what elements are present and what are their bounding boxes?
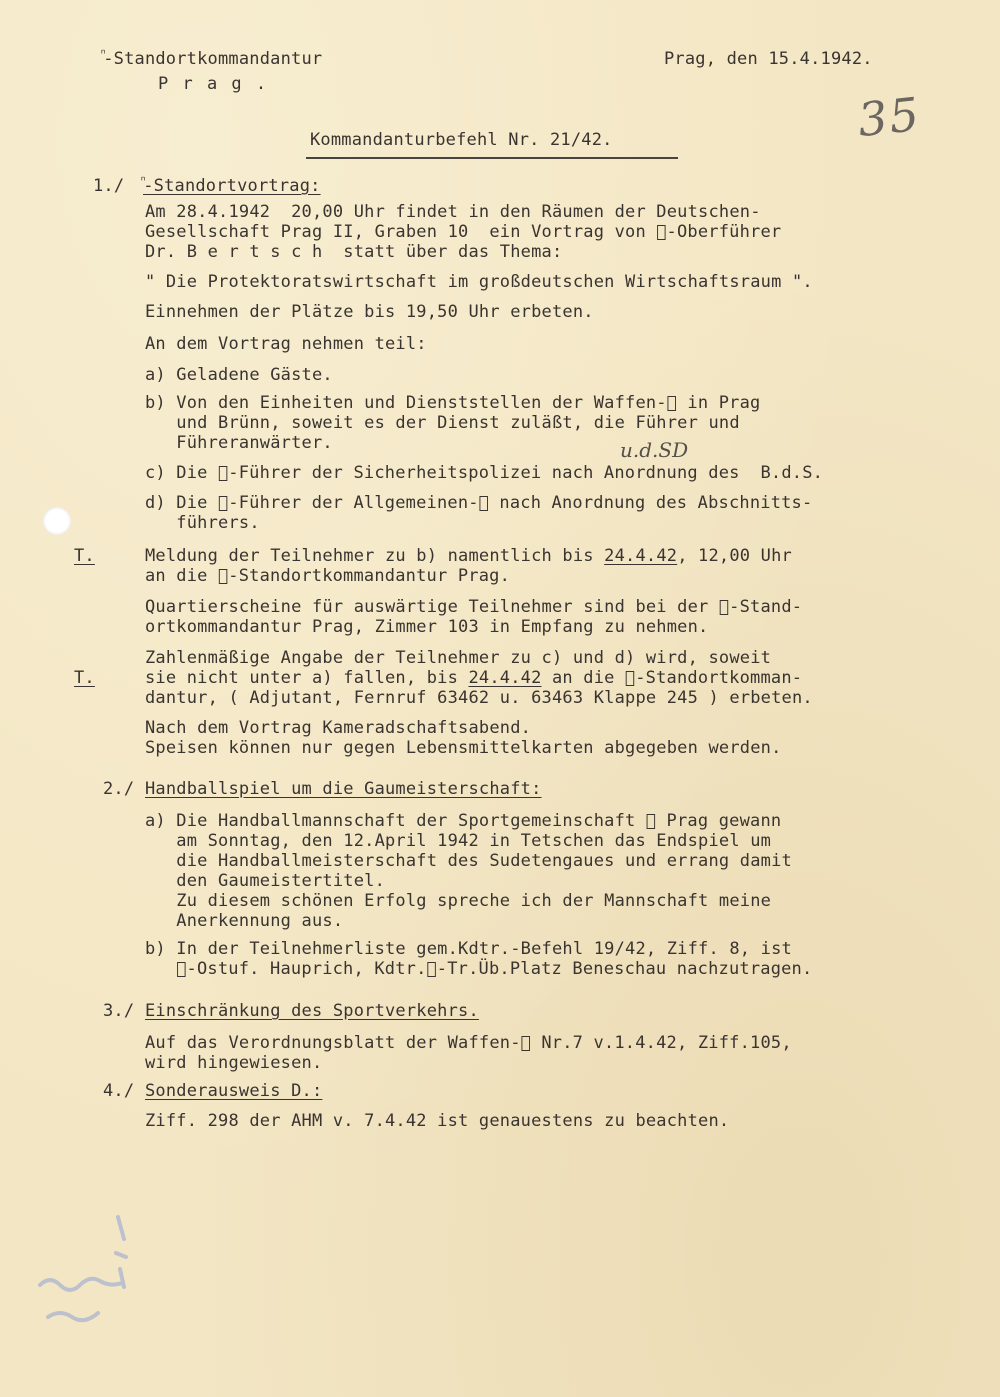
item-heading-1: ᷠ-Standortvortrag: — [143, 176, 321, 196]
s1-text: Am 28.4.1942 20,00 Uhr findet in den Räumen der Deutschen- — [145, 202, 761, 222]
s1-numbers: dantur, ( Adjutant, Fernruf 63462 u. 63463 Klappe 245 ) erbeten. — [145, 688, 813, 708]
s1-text: Dr. B e r t s c h statt über das Thema: — [145, 242, 563, 262]
title-underline — [306, 157, 678, 159]
faded-stamp-mark — [28, 1205, 148, 1335]
document-title: Kommandanturbefehl Nr. 21/42. — [310, 130, 613, 150]
item-number-3: 3./ — [103, 1001, 135, 1021]
place-date: Prag, den 15.4.1942. — [664, 49, 873, 69]
s1-item-b: Führeranwärter. — [145, 433, 333, 453]
item-number-4: 4./ — [103, 1081, 135, 1101]
s1-report: Meldung der Teilnehmer zu b) namentlich bis 24.4.42, 12,00 Uhr — [145, 546, 792, 566]
s2-item-b: ᷠ-Ostuf. Hauprich, Kdtr.ᷠ-Tr.Üb.Platz Beneschau nachzutragen. — [145, 959, 813, 979]
s1-seats: Einnehmen der Plätze bis 19,50 Uhr erbeten. — [145, 302, 594, 322]
s1-item-c: c) Die ᷠ-Führer der Sicherheitspolizei nach Anordnung des B.d.S. — [145, 463, 824, 483]
s2-item-a: a) Die Handballmannschaft der Sportgemeinschaft ᷠ Prag gewann — [145, 811, 782, 831]
office-name: ᷠ-Standortkommandantur — [103, 49, 323, 69]
s1-numbers: Zahlenmäßige Angabe der Teilnehmer zu c) und d) wird, soweit — [145, 648, 772, 668]
item-heading-4: Sonderausweis D.: — [145, 1081, 323, 1101]
s3-text: Auf das Verordnungsblatt der Waffen-ᷠ Nr.7 v.1.4.42, Ziff.105, — [145, 1033, 792, 1053]
s2-item-a: die Handballmeisterschaft des Sudetengaues und errang damit — [145, 851, 792, 871]
s1-quarters: ortkommandantur Prag, Zimmer 103 in Empfang zu nehmen. — [145, 617, 709, 637]
margin-mark-t: T. — [74, 668, 95, 688]
item-heading-2: Handballspiel um die Gaumeisterschaft: — [145, 779, 542, 799]
item-heading-3: Einschränkung des Sportverkehrs. — [145, 1001, 479, 1021]
s1-item-b: b) Von den Einheiten und Dienststellen der Waffen-ᷠ in Prag — [145, 393, 761, 413]
s3-text: wird hingewiesen. — [145, 1053, 323, 1073]
handwritten-note: u.d.SD — [620, 438, 689, 462]
s1-evening: Speisen können nur gegen Lebensmittelkarten abgegeben werden. — [145, 738, 782, 758]
s1-theme: " Die Protektoratswirtschaft im großdeutschen Wirtschaftsraum ". — [145, 272, 813, 292]
s1-text: Gesellschaft Prag II, Graben 10 ein Vortrag von ᷠ-Oberführer — [145, 222, 782, 242]
s4-text: Ziff. 298 der AHM v. 7.4.42 ist genauestens zu beachten. — [145, 1111, 730, 1131]
office-city: P r a g . — [158, 74, 269, 94]
page-number-handwritten: 35 — [855, 86, 924, 148]
s1-numbers: sie nicht unter a) fallen, bis 24.4.42 an die ᷠ-Standortkomman- — [145, 668, 803, 688]
s1-item-d: führers. — [145, 513, 260, 533]
s2-item-a: Anerkennung aus. — [145, 911, 344, 931]
s2-item-b: b) In der Teilnehmerliste gem.Kdtr.-Befehl 19/42, Ziff. 8, ist — [145, 939, 792, 959]
margin-mark-t: T. — [74, 546, 95, 566]
item-number-1: 1./ — [93, 176, 125, 196]
s1-item-a: a) Geladene Gäste. — [145, 365, 333, 385]
s1-item-d: d) Die ᷠ-Führer der Allgemeinen-ᷠ nach Anordnung des Abschnitts- — [145, 493, 813, 513]
s2-item-a: am Sonntag, den 12.April 1942 in Tetschen das Endspiel um — [145, 831, 772, 851]
s2-item-a: Zu diesem schönen Erfolg spreche ich der Mannschaft meine — [145, 891, 772, 911]
s1-item-b: und Brünn, soweit es der Dienst zuläßt, die Führer und — [145, 413, 740, 433]
item-number-2: 2./ — [103, 779, 135, 799]
punch-hole — [43, 507, 71, 535]
s1-report: an die ᷠ-Standortkommandantur Prag. — [145, 566, 511, 586]
s2-item-a: den Gaumeistertitel. — [145, 871, 386, 891]
s1-participants-intro: An dem Vortrag nehmen teil: — [145, 334, 427, 354]
s1-evening: Nach dem Vortrag Kameradschaftsabend. — [145, 718, 532, 738]
s1-quarters: Quartierscheine für auswärtige Teilnehmer sind bei der ᷠ-Stand- — [145, 597, 803, 617]
